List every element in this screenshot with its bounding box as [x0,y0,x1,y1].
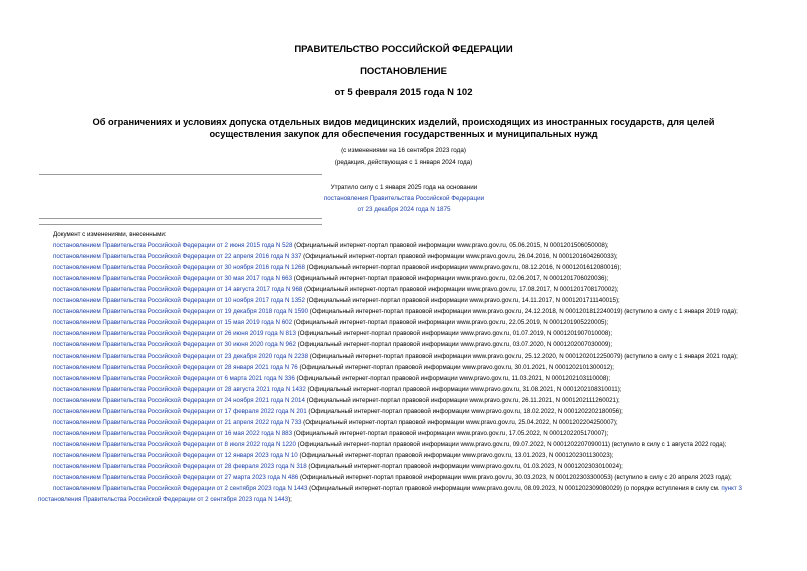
amendment-link[interactable]: постановлением Правительства Российской Федерации от 2 июня 2015 года N 528 [53,242,293,250]
amendment-publication: (Официальный интернет-портал правовой информации www.pravo.gov.ru, 30.01.2021, N 0001202101300012); [297,363,614,371]
amendment-link[interactable]: постановлением Правительства Российской Федерации от 30 мая 2017 года N 663 [53,275,293,283]
amendment-entry [38,362,770,373]
amendment-publication: (Официальный интернет-портал правовой информации www.pravo.gov.ru, 05.06.2015, N 0001201506050008); [292,242,609,250]
amendment-publication: (Официальный интернет-портал правовой информации www.pravo.gov.ru, 17.08.2017, N 0001201708170002); [302,286,619,294]
amendment-entry [38,428,770,439]
amendment-link[interactable]: постановлением Правительства Российской Федерации от 30 ноября 2016 года N 1268 [53,264,305,272]
amendment-link[interactable]: постановлением Правительства Российской Федерации от 6 марта 2021 года N 336 [53,374,295,382]
edition-changes: (с изменениями на 16 сентября 2023 года) [341,147,466,154]
repeal-text: Утратило силу с 1 января 2025 года на основании [330,184,478,191]
amendment-link[interactable]: постановлением Правительства Российской Федерации от 27 марта 2023 года N 486 [53,474,299,482]
amendment-link[interactable]: постановлением Правительства Российской Федерации от 19 декабря 2018 года N 1590 [53,308,309,316]
document-type: ПОСТАНОВЛЕНИЕ [360,66,447,77]
amendment-entry [38,273,770,284]
amendment-publication: (Официальный интернет-портал правовой информации www.pravo.gov.ru, 25.04.2022, N 0001202204250007); [301,418,618,426]
amendment-link[interactable]: постановлением Правительства Российской Федерации от 10 ноября 2017 года N 1352 [53,297,305,305]
amendment-publication: (Официальный интернет-портал правовой информации www.pravo.gov.ru, 18.02.2022, N 0001202202180056); [306,407,623,415]
separator-line [39,224,322,225]
amendment-publication: (Официальный интернет-портал правовой информации www.pravo.gov.ru, 01.07.2019, N 0001201907010008); [295,330,613,338]
amendment-link[interactable]: пункт 3 постановления Правительства Российской Федерации от 2 сентября 2023 года N 1443 [38,485,742,504]
separator-line [39,174,322,175]
amendment-publication: (Официальный интернет-портал правовой информации www.pravo.gov.ru, 26.11.2021, N 0001202111260021); [304,396,620,404]
amendment-publication: (Официальный интернет-портал правовой информации www.pravo.gov.ru, 30.03.2023, N 0001202303300053) (вступило в силу с 20 апреля 2023 года); [298,474,732,482]
document-title: Об ограничениях и условиях допуска отдельных видов медицинских изделий, происходящих из иностранных государств, для целей осуществления закупок для обеспечения государственных и муниципальных нужд [92,117,715,139]
amendment-link[interactable]: постановлением Правительства Российской Федерации от 14 августа 2017 года N 968 [53,286,303,294]
amendment-entry [38,384,770,395]
amendment-link[interactable]: постановлением Правительства Российской Федерации от 28 августа 2021 года N 1432 [53,385,306,393]
amendment-link[interactable]: постановлением Правительства Российской Федерации от 28 февраля 2023 года N 318 [53,462,307,470]
amendment-entry [38,351,770,362]
amendment-publication: (Официальный интернет-портал правовой информации www.pravo.gov.ru, 03.07.2020, N 0001202007030009); [295,341,613,349]
amendment-entry [38,317,770,328]
amendment-entry [38,472,770,483]
amendment-link[interactable]: постановлением Правительства Российской Федерации от 15 мая 2019 года N 602 [53,319,293,327]
amendment-entry [38,251,770,262]
amendment-publication: (Официальный интернет-портал правовой информации www.pravo.gov.ru, 14.11.2017, N 0001201711140015); [304,297,620,305]
amendment-entry [38,328,770,339]
separator-line [39,218,322,219]
amendments-list [38,229,770,505]
amendment-link[interactable]: постановлением Правительства Российской Федерации от 28 января 2021 года N 76 [53,363,298,371]
amendment-publication: (Официальный интернет-портал правовой информации www.pravo.gov.ru, 11.03.2021, N 0001202103110008); [294,374,611,382]
repeal-notice [320,182,488,215]
amendment-link[interactable]: постановлением Правительства Российской Федерации от 16 мая 2022 года N 883 [53,429,293,437]
amendment-entry [38,306,770,317]
amendment-link[interactable]: постановлением Правительства Российской Федерации от 2 сентября 2023 года N 1443 [53,485,308,493]
amendment-link[interactable]: постановлением Правительства Российской Федерации от 26 июня 2019 года N 813 [53,330,296,338]
amendment-publication: (Официальный интернет-портал правовой информации www.pravo.gov.ru, 08.12.2016, N 0001201612080016); [304,264,622,272]
amendment-entry [38,406,770,417]
amendment-publication-tail: ); [288,496,292,504]
amendments-heading: Документ с изменениями, внесенными: [53,231,167,238]
amendment-publication: (Официальный интернет-портал правовой информации www.pravo.gov.ru, 13.01.2023, N 0001202301130023); [297,451,614,459]
amendment-link[interactable]: постановлением Правительства Российской Федерации от 12 января 2023 года N 10 [53,451,298,459]
amendment-publication: (Официальный интернет-портал правовой информации www.pravo.gov.ru, 26.04.2016, N 0001201604260033); [301,253,618,261]
amendment-link[interactable]: постановлением Правительства Российской Федерации от 21 апреля 2022 года N 733 [53,418,302,426]
amendment-entry [38,439,770,450]
amendment-entry [38,339,770,350]
amendment-publication: (Официальный интернет-портал правовой информации www.pravo.gov.ru, 08.09.2023, N 0001202309080029) (о порядке вступления в силу см. [307,485,722,493]
repeal-link-line2[interactable]: от 23 декабря 2024 года N 1875 [357,206,451,213]
amendment-publication: (Официальный интернет-портал правовой информации www.pravo.gov.ru, 02.06.2017, N 0001201706020036); [292,275,609,283]
amendment-entry [38,373,770,384]
amendment-publication: (Официальный интернет-портал правовой информации www.pravo.gov.ru, 25.12.2020, N 0001202012250079) (вступило в силу с 1 января 2021 года); [308,352,738,360]
amendment-link[interactable]: постановлением Правительства Российской Федерации от 30 июня 2020 года N 962 [53,341,296,349]
amendment-entry [38,461,770,472]
amendment-publication: (Официальный интернет-портал правовой информации www.pravo.gov.ru, 01.03.2023, N 0001202303010024); [306,462,623,470]
amendment-entry [38,240,770,251]
edition-current: (редакция, действующая с 1 января 2024 года) [334,159,473,166]
document-date-number: от 5 февраля 2015 года N 102 [334,87,473,98]
amendment-publication: (Официальный интернет-портал правовой информации www.pravo.gov.ru, 17.05.2022, N 0001202205170007); [292,429,609,437]
government-name: ПРАВИТЕЛЬСТВО РОССИЙСКОЙ ФЕДЕРАЦИИ [294,44,513,55]
amendment-publication: (Официальный интернет-портал правовой информации www.pravo.gov.ru, 24.12.2018, N 0001201812240019) (вступило в силу с 1 января 2019 года); [308,308,738,316]
amendment-publication: (Официальный интернет-портал правовой информации www.pravo.gov.ru, 22.05.2019, N 0001201905220005); [292,319,609,327]
amendment-link[interactable]: постановлением Правительства Российской Федерации от 22 апреля 2016 года N 337 [53,253,302,261]
amendment-link[interactable]: постановлением Правительства Российской Федерации от 8 июля 2022 года N 1220 [53,440,296,448]
amendment-entry [38,284,770,295]
amendment-link[interactable]: постановлением Правительства Российской Федерации от 17 февраля 2022 года N 201 [53,407,307,415]
amendment-entry [38,262,770,273]
amendment-entry [38,483,770,505]
amendment-entry [38,295,770,306]
amendment-entry [38,395,770,406]
amendment-link[interactable]: постановлением Правительства Российской Федерации от 23 декабря 2020 года N 2238 [53,352,309,360]
amendment-publication: (Официальный интернет-портал правовой информации www.pravo.gov.ru, 09.07.2022, N 0001202207090011) (вступило в силу с 1 августа 2022 года); [295,440,727,448]
amendment-entry [38,417,770,428]
amendment-publication: (Официальный интернет-портал правовой информации www.pravo.gov.ru, 31.08.2021, N 0001202108310011); [305,385,622,393]
repeal-link-line1[interactable]: постановления Правительства Российской Федерации [323,195,485,202]
amendment-link[interactable]: постановлением Правительства Российской Федерации от 24 ноября 2021 года N 2014 [53,396,305,404]
amendment-entry [38,450,770,461]
